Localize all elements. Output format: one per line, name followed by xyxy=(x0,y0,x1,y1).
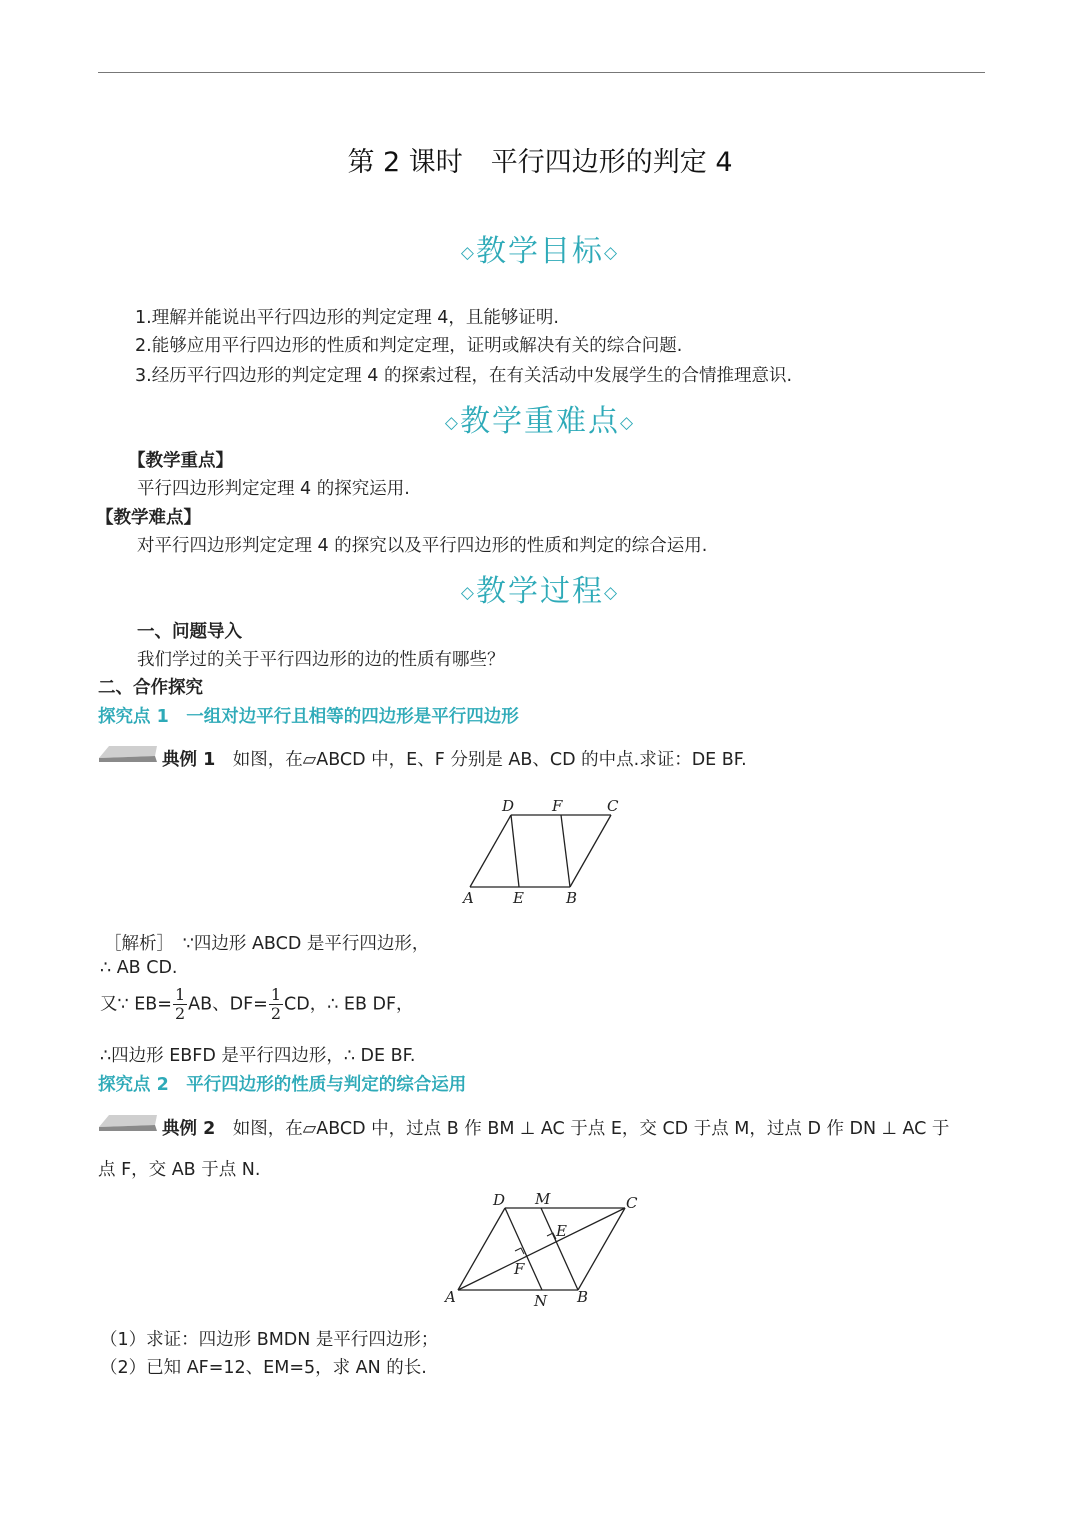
figure-2-label: D xyxy=(493,1191,506,1209)
solution-1-line-3: 又∵ EB= $\frac{1}{2}$ AB、DF= $\frac{1}{2}$ CD，∴ EB DF， xyxy=(100,985,414,1023)
figure-1-label: A xyxy=(463,889,474,907)
example-1 xyxy=(162,746,747,771)
figure-1-label: C xyxy=(607,797,619,815)
figure-1-label: B xyxy=(566,889,578,907)
figure-2-label: C xyxy=(626,1194,638,1212)
figure-2-parallelogram xyxy=(440,1190,650,1315)
goal-item: 3.经历平行四边形的判定定理 4 的探索过程，在有关活动中发展学生的合情推理意识. xyxy=(135,366,793,386)
section-heading-goals: ◇教学目标◇ xyxy=(460,234,620,269)
figure-1-parallelogram xyxy=(455,795,625,910)
lesson-topic: 平行四边形的判定 4 xyxy=(490,147,733,178)
example-2-text: 如图，在▱ABCD 中，过点 B 作 BM ⊥ AC 于点 E，交 CD 于点 M，过点 D 作 DN ⊥ AC 于 xyxy=(232,1119,950,1139)
intro-heading: 一、问题导入 xyxy=(137,622,242,642)
figure-1-label: D xyxy=(502,797,515,815)
header-rule xyxy=(98,72,985,73)
fraction-one-half: $\frac{1}{2}$ xyxy=(270,985,281,1023)
goal-item: 1.理解并能说出平行四边形的判定定理 4，且能够证明. xyxy=(135,308,559,328)
intro-text: 我们学过的关于平行四边形的边的性质有哪些？ xyxy=(137,650,505,670)
diamond-icon: ◇ xyxy=(620,413,636,433)
example-1-text: 如图，在▱ABCD 中，E、F 分别是 AB、CD 的中点.求证：DE BF. xyxy=(232,750,747,770)
solution-1-line-4: ∴四边形 EBFD 是平行四边形，∴ DE BF. xyxy=(100,1046,416,1066)
example-tag-icon xyxy=(99,744,157,764)
diamond-icon: ◇ xyxy=(460,243,476,263)
figure-2-label: B xyxy=(577,1288,589,1306)
example-2-text-cont: 点 F，交 AB 于点 N. xyxy=(98,1160,261,1180)
figure-2-label: A xyxy=(445,1288,456,1306)
question-1: （1）求证：四边形 BMDN 是平行四边形； xyxy=(100,1330,439,1350)
lesson-number: 第 2 课时 xyxy=(347,147,463,178)
example-2 xyxy=(162,1115,949,1140)
goal-item: 2.能够应用平行四边形的性质和判定定理，证明或解决有关的综合问题. xyxy=(135,336,683,356)
difficulty-label: 【教学难点】 xyxy=(96,508,201,528)
section-heading-keypoints: ◇教学重难点◇ xyxy=(444,404,636,439)
figure-2-label: N xyxy=(534,1292,548,1310)
figure-2-label: F xyxy=(514,1260,525,1278)
coop-heading: 二、合作探究 xyxy=(98,678,203,698)
figure-2-label: M xyxy=(535,1190,551,1208)
difficulty-text: 对平行四边形判定定理 4 的探究以及平行四边形的性质和判定的综合运用. xyxy=(137,536,708,556)
page-title xyxy=(0,140,1080,179)
diamond-icon: ◇ xyxy=(604,243,620,263)
example-1-tag: 典例 1 xyxy=(162,750,216,770)
figure-1-label: E xyxy=(513,889,524,907)
diamond-icon: ◇ xyxy=(444,413,460,433)
fraction-one-half: $\frac{1}{2}$ xyxy=(174,985,186,1023)
example-tag-icon xyxy=(99,1113,157,1133)
focus-text: 平行四边形判定定理 4 的探究运用. xyxy=(137,479,410,499)
figure-1-label: F xyxy=(552,797,563,815)
focus-label: 【教学重点】 xyxy=(128,451,233,471)
solution-1-line-2: ∴ AB CD. xyxy=(100,958,178,978)
diamond-icon: ◇ xyxy=(604,583,620,603)
solution-1-line-1: ［解析］ ∵四边形 ABCD 是平行四边形， xyxy=(104,934,430,954)
question-2: （2）已知 AF=12、EM=5，求 AN 的长. xyxy=(100,1358,427,1378)
example-2-tag: 典例 2 xyxy=(162,1119,216,1139)
diamond-icon: ◇ xyxy=(460,583,476,603)
figure-2-label: E xyxy=(556,1222,567,1240)
section-heading-process: ◇教学过程◇ xyxy=(460,574,620,609)
explore-point-1: 探究点 1 一组对边平行且相等的四边形是平行四边形 xyxy=(98,707,519,727)
explore-point-2: 探究点 2 平行四边形的性质与判定的综合运用 xyxy=(98,1075,467,1095)
